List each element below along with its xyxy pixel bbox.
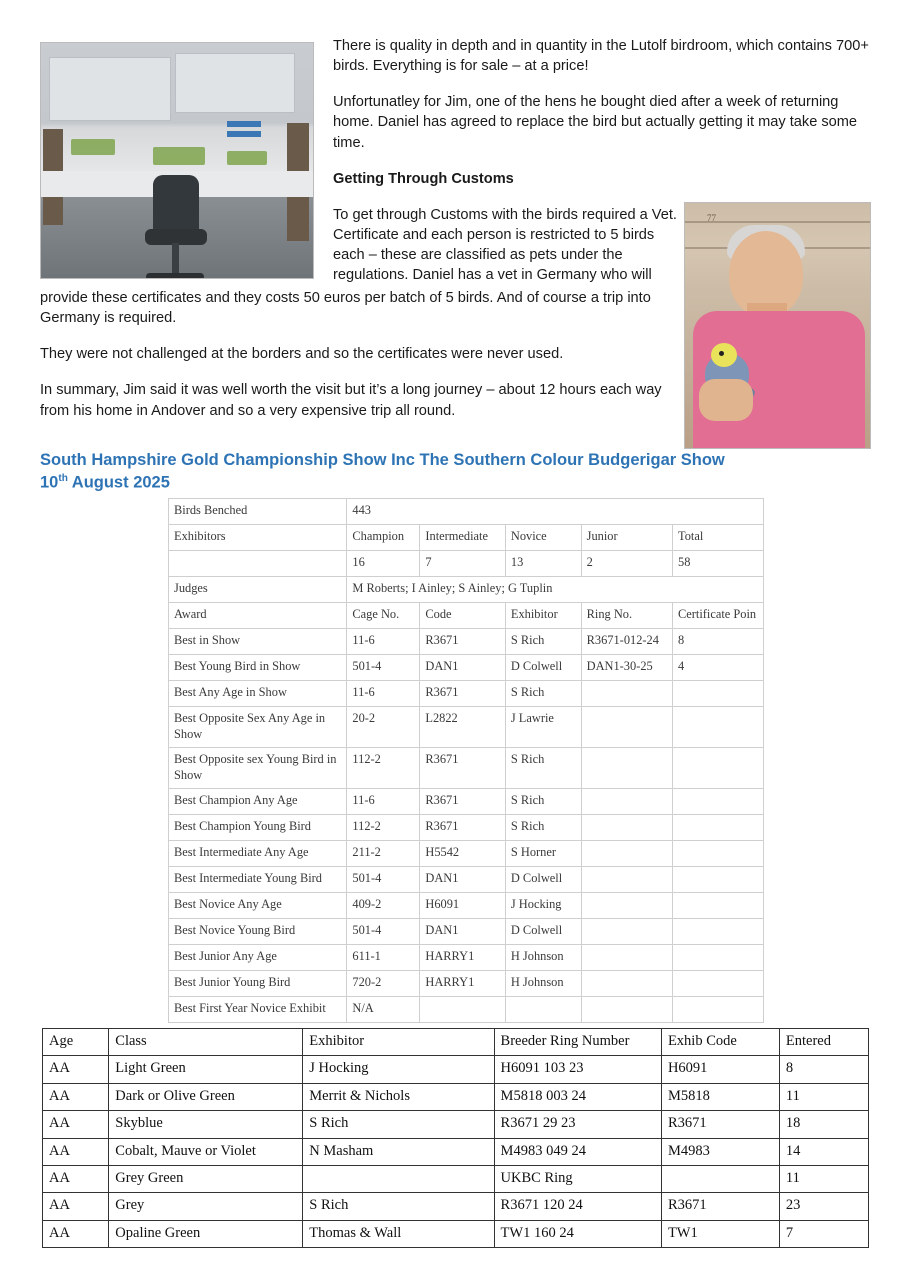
award-exhibitor: D Colwell <box>505 919 581 945</box>
table-row-birds-benched <box>169 499 764 525</box>
birdroom-cage-block-left <box>49 57 171 121</box>
award-name: Best Junior Young Bird <box>169 971 347 997</box>
class-name: Grey <box>109 1193 303 1220</box>
class-age: AA <box>43 1056 109 1083</box>
award-points <box>673 748 764 789</box>
judges-value: M Roberts; I Ainley; S Ainley; G Tuplin <box>347 577 764 603</box>
results-table-wrapper <box>168 498 764 1023</box>
award-cage: 20-2 <box>347 707 420 748</box>
table-row <box>169 945 764 971</box>
award-points <box>673 997 764 1023</box>
exhibitor-counts-blank <box>169 551 347 577</box>
award-code: R3671 <box>420 815 506 841</box>
award-ring <box>581 971 672 997</box>
award-points <box>673 789 764 815</box>
article-paragraph-2: Unfortunatley for Jim, one of the hens he bought died after a week of returning home. Daniel has agreed to replace the bird but actually getting it may take some time. <box>333 94 858 151</box>
class-entered: 7 <box>779 1220 868 1247</box>
award-points <box>673 707 764 748</box>
award-exhibitor: J Hocking <box>505 893 581 919</box>
award-points <box>673 893 764 919</box>
award-name: Best Intermediate Any Age <box>169 841 347 867</box>
class-exhib-code <box>661 1165 779 1192</box>
table-row <box>43 1083 869 1110</box>
show-date-rest: August 2025 <box>67 473 170 492</box>
header-entered: Entered <box>779 1029 868 1056</box>
award-code: HARRY1 <box>420 945 506 971</box>
table-row <box>169 789 764 815</box>
birdroom-blue-detail-1 <box>227 121 261 127</box>
header-cage-no: Cage No. <box>347 603 420 629</box>
class-ring-number: R3671 29 23 <box>494 1111 661 1138</box>
table-row <box>169 681 764 707</box>
judges-label: Judges <box>169 577 347 603</box>
award-name: Best Junior Any Age <box>169 945 347 971</box>
birdroom-chair-base <box>146 273 204 279</box>
class-age: AA <box>43 1220 109 1247</box>
class-age: AA <box>43 1138 109 1165</box>
birdroom-chair-stem <box>172 243 179 277</box>
class-name: Opaline Green <box>109 1220 303 1247</box>
grade-junior: Junior <box>581 525 672 551</box>
table-header-row <box>43 1029 869 1056</box>
award-name: Best Intermediate Young Bird <box>169 867 347 893</box>
award-exhibitor: S Horner <box>505 841 581 867</box>
award-name: Best Champion Young Bird <box>169 815 347 841</box>
award-code: H5542 <box>420 841 506 867</box>
award-name: Best Champion Any Age <box>169 789 347 815</box>
table-row <box>169 655 764 681</box>
award-points <box>673 971 764 997</box>
photo-number-label: 77 <box>707 213 716 223</box>
class-ring-number: M5818 003 24 <box>494 1083 661 1110</box>
award-points: 8 <box>673 629 764 655</box>
award-code: R3671 <box>420 629 506 655</box>
class-ring-number: UKBC Ring <box>494 1165 661 1192</box>
award-cage: 11-6 <box>347 629 420 655</box>
award-cage: 501-4 <box>347 655 420 681</box>
award-ring <box>581 997 672 1023</box>
award-code <box>420 997 506 1023</box>
count-junior: 2 <box>581 551 672 577</box>
award-exhibitor: S Rich <box>505 681 581 707</box>
award-ring <box>581 681 672 707</box>
article-right-column <box>333 36 870 301</box>
award-ring <box>581 945 672 971</box>
award-cage: 611-1 <box>347 945 420 971</box>
grade-total: Total <box>673 525 764 551</box>
award-exhibitor: S Rich <box>505 748 581 789</box>
class-age: AA <box>43 1165 109 1192</box>
award-ring <box>581 748 672 789</box>
class-name: Skyblue <box>109 1111 303 1138</box>
header-award: Award <box>169 603 347 629</box>
class-name: Grey Green <box>109 1165 303 1192</box>
birds-benched-value: 443 <box>347 499 764 525</box>
table-row <box>43 1220 869 1247</box>
award-exhibitor: J Lawrie <box>505 707 581 748</box>
award-exhibitor <box>505 997 581 1023</box>
class-age: AA <box>43 1111 109 1138</box>
award-points: 4 <box>673 655 764 681</box>
class-exhibitor: S Rich <box>303 1193 494 1220</box>
award-code: R3671 <box>420 681 506 707</box>
birdroom-photo <box>40 42 314 279</box>
award-code: L2822 <box>420 707 506 748</box>
class-exhibitor: Thomas & Wall <box>303 1220 494 1247</box>
award-code: DAN1 <box>420 919 506 945</box>
table-row <box>169 815 764 841</box>
table-row <box>43 1193 869 1220</box>
award-cage: 720-2 <box>347 971 420 997</box>
award-name: Best First Year Novice Exhibit <box>169 997 347 1023</box>
award-name: Best Novice Young Bird <box>169 919 347 945</box>
header-class: Class <box>109 1029 303 1056</box>
show-date-day: 10 <box>40 473 59 492</box>
award-ring <box>581 867 672 893</box>
class-name: Cobalt, Mauve or Violet <box>109 1138 303 1165</box>
class-ring-number: TW1 160 24 <box>494 1220 661 1247</box>
award-name: Best Novice Any Age <box>169 893 347 919</box>
class-name: Dark or Olive Green <box>109 1083 303 1110</box>
count-intermediate: 7 <box>420 551 506 577</box>
exhibitors-label: Exhibitors <box>169 525 347 551</box>
class-entered: 11 <box>779 1165 868 1192</box>
table-row-award-headers <box>169 603 764 629</box>
article-paragraph-5: In summary, Jim said it was well worth the visit but it’s a long journey – about 12 hours each way from his home in Andover and so a very expensive trip all round. <box>40 382 662 419</box>
count-total: 58 <box>673 551 764 577</box>
class-exhibitor: N Masham <box>303 1138 494 1165</box>
class-ring-number: R3671 120 24 <box>494 1193 661 1220</box>
award-ring: DAN1-30-25 <box>581 655 672 681</box>
award-code: R3671 <box>420 748 506 789</box>
table-row <box>169 867 764 893</box>
customs-subheading: Getting Through Customs <box>333 170 514 187</box>
class-exhib-code: R3671 <box>661 1111 779 1138</box>
award-exhibitor: S Rich <box>505 815 581 841</box>
article-paragraph-1: There is quality in depth and in quantity in the Lutolf birdroom, which contains 700+ birds. Everything is for sale – at a price! <box>333 38 869 75</box>
header-ring-no: Ring No. <box>581 603 672 629</box>
class-ring-number: M4983 049 24 <box>494 1138 661 1165</box>
award-exhibitor: H Johnson <box>505 971 581 997</box>
table-row-exhibitor-grades <box>169 525 764 551</box>
birdroom-foliage-1 <box>71 139 115 155</box>
class-exhibitor: S Rich <box>303 1111 494 1138</box>
award-exhibitor: D Colwell <box>505 655 581 681</box>
class-entered: 23 <box>779 1193 868 1220</box>
award-cage: 112-2 <box>347 815 420 841</box>
birdroom-foliage-2 <box>153 147 205 165</box>
award-exhibitor: S Rich <box>505 629 581 655</box>
award-points <box>673 841 764 867</box>
table-row <box>169 971 764 997</box>
birdroom-cage-block-right <box>175 53 295 113</box>
award-name: Best Opposite Sex Any Age in Show <box>169 707 347 748</box>
class-results-table <box>42 1028 869 1248</box>
class-exhib-code: M5818 <box>661 1083 779 1110</box>
article-paragraph-3: provide these certificates and they costs 50 euros per batch of 5 birds. And of course a trip into Germany is required. <box>40 290 651 327</box>
award-exhibitor: H Johnson <box>505 945 581 971</box>
class-exhibitor <box>303 1165 494 1192</box>
class-entered: 14 <box>779 1138 868 1165</box>
award-points <box>673 815 764 841</box>
class-age: AA <box>43 1193 109 1220</box>
birdroom-blue-detail-2 <box>227 131 261 137</box>
award-code: DAN1 <box>420 867 506 893</box>
table-row <box>169 893 764 919</box>
table-row <box>169 748 764 789</box>
award-points <box>673 681 764 707</box>
header-certificate-points: Certificate Poin <box>673 603 764 629</box>
award-ring: R3671-012-24 <box>581 629 672 655</box>
table-row <box>169 707 764 748</box>
award-code: R3671 <box>420 789 506 815</box>
award-ring <box>581 841 672 867</box>
article-paragraph-4: They were not challenged at the borders and so the certificates were never used. <box>40 346 564 363</box>
birdroom-chair-back <box>153 175 199 233</box>
class-name: Light Green <box>109 1056 303 1083</box>
award-cage: 11-6 <box>347 681 420 707</box>
customs-paragraph: To get through Customs with the birds required a Vet. Certificate and each person is restricted to 5 birds each – these are classified as pets under the regulations. Daniel has a vet in Germany who will <box>333 206 677 284</box>
header-code: Code <box>420 603 506 629</box>
award-cage: 211-2 <box>347 841 420 867</box>
birdroom-photo-art <box>41 43 313 278</box>
show-date-ordinal: th <box>58 472 68 484</box>
award-cage: 112-2 <box>347 748 420 789</box>
award-points <box>673 945 764 971</box>
birdroom-foliage-3 <box>227 151 267 165</box>
table-row <box>169 629 764 655</box>
class-ring-number: H6091 103 23 <box>494 1056 661 1083</box>
class-exhibitor: Merrit & Nichols <box>303 1083 494 1110</box>
award-points <box>673 919 764 945</box>
class-exhib-code: TW1 <box>661 1220 779 1247</box>
results-table <box>168 498 764 1023</box>
header-exhib-code: Exhib Code <box>661 1029 779 1056</box>
award-ring <box>581 893 672 919</box>
count-champion: 16 <box>347 551 420 577</box>
header-exhibitor: Exhibitor <box>303 1029 494 1056</box>
award-ring <box>581 707 672 748</box>
budgerigar-eye <box>719 351 724 356</box>
table-row <box>43 1111 869 1138</box>
show-title-line2 <box>40 472 870 494</box>
table-row-judges <box>169 577 764 603</box>
award-name: Best in Show <box>169 629 347 655</box>
header-breeder-ring-number: Breeder Ring Number <box>494 1029 661 1056</box>
class-exhibitor: J Hocking <box>303 1056 494 1083</box>
class-exhib-code: H6091 <box>661 1056 779 1083</box>
table-row <box>43 1165 869 1192</box>
show-title-line1: South Hampshire Gold Championship Show Inc The Southern Colour Budgerigar Show <box>40 451 725 469</box>
award-cage: N/A <box>347 997 420 1023</box>
award-cage: 501-4 <box>347 867 420 893</box>
header-age: Age <box>43 1029 109 1056</box>
class-exhib-code: M4983 <box>661 1138 779 1165</box>
award-code: DAN1 <box>420 655 506 681</box>
class-results-table-wrapper <box>42 1028 869 1248</box>
class-entered: 8 <box>779 1056 868 1083</box>
award-cage: 11-6 <box>347 789 420 815</box>
budgerigar-head <box>711 343 737 367</box>
class-entered: 18 <box>779 1111 868 1138</box>
class-entered: 11 <box>779 1083 868 1110</box>
class-age: AA <box>43 1083 109 1110</box>
class-exhib-code: R3671 <box>661 1193 779 1220</box>
award-cage: 501-4 <box>347 919 420 945</box>
award-name: Best Young Bird in Show <box>169 655 347 681</box>
award-ring <box>581 815 672 841</box>
award-code: HARRY1 <box>420 971 506 997</box>
award-name: Best Any Age in Show <box>169 681 347 707</box>
grade-champion: Champion <box>347 525 420 551</box>
header-exhibitor: Exhibitor <box>505 603 581 629</box>
table-row <box>169 997 764 1023</box>
table-row <box>43 1056 869 1083</box>
count-novice: 13 <box>505 551 581 577</box>
award-points <box>673 867 764 893</box>
grade-intermediate: Intermediate <box>420 525 506 551</box>
grade-novice: Novice <box>505 525 581 551</box>
table-row <box>169 841 764 867</box>
award-exhibitor: D Colwell <box>505 867 581 893</box>
award-ring <box>581 919 672 945</box>
table-row-exhibitor-counts <box>169 551 764 577</box>
award-cage: 409-2 <box>347 893 420 919</box>
show-title <box>40 450 870 494</box>
table-row <box>169 919 764 945</box>
birds-benched-label: Birds Benched <box>169 499 347 525</box>
article-full-width-text <box>40 288 680 437</box>
award-name: Best Opposite sex Young Bird in Show <box>169 748 347 789</box>
award-code: H6091 <box>420 893 506 919</box>
man-hand <box>699 379 753 421</box>
award-exhibitor: S Rich <box>505 789 581 815</box>
table-row <box>43 1138 869 1165</box>
award-ring <box>581 789 672 815</box>
